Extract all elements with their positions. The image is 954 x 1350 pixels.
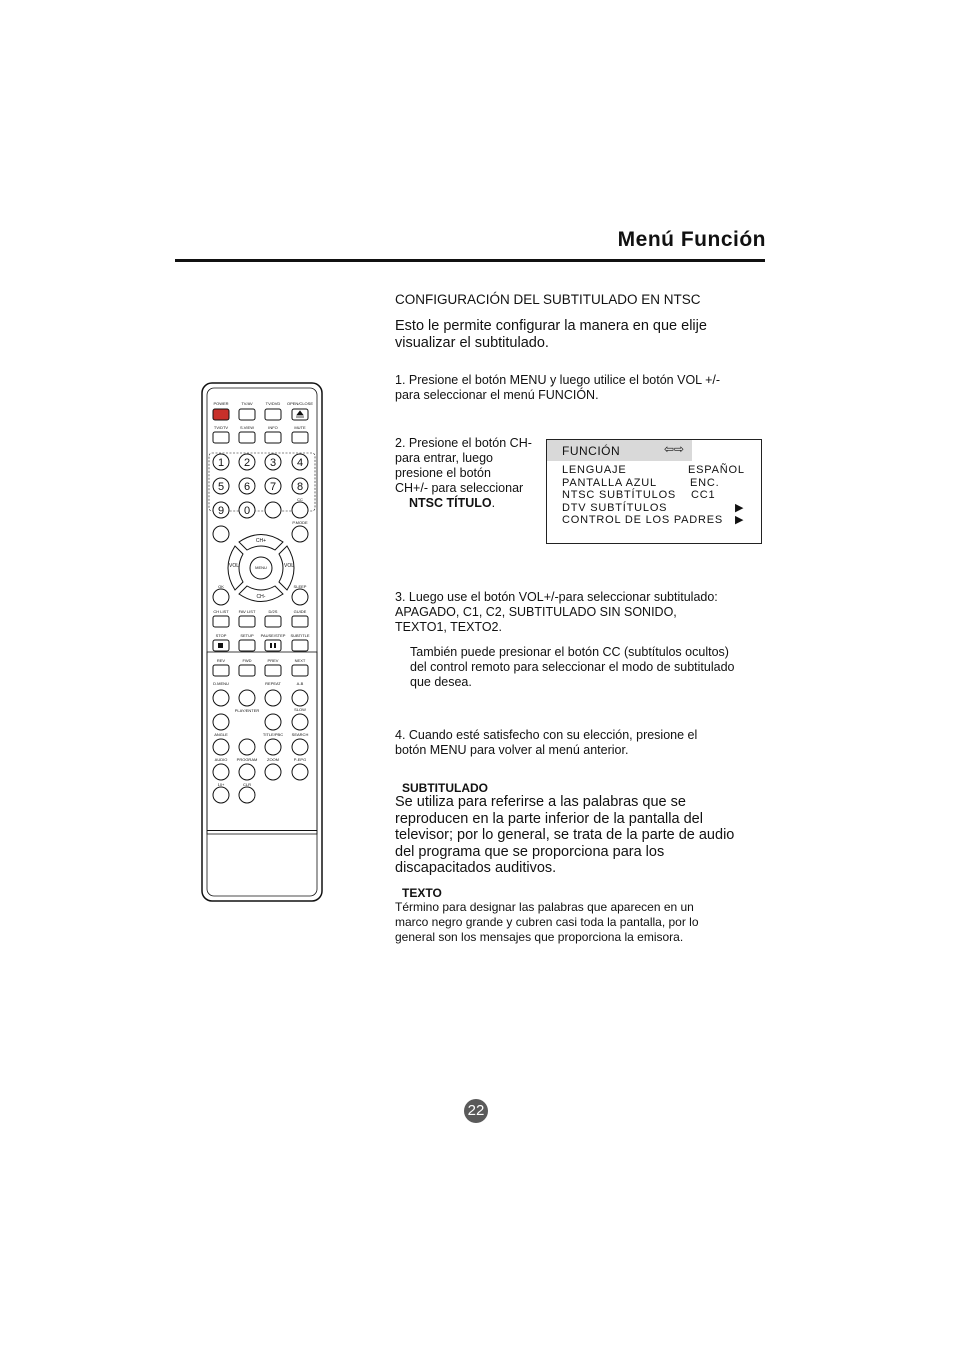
step-2-end: . <box>491 496 496 510</box>
step-3: 3. Luego use el botón VOL+/-para seleccionar subtitulado: APAGADO, C1, C2, SUBTITULADO SIN SONIDO, TEXTO1, TEXTO2. <box>395 590 718 634</box>
remote-row-nav <box>213 658 308 676</box>
texto-heading: TEXTO <box>402 886 442 900</box>
arrow-right-icon: ▶ <box>735 502 745 514</box>
digit-label: 2 <box>243 457 251 469</box>
menu-row-label: NTSC SUBTÍTULOS <box>562 489 677 501</box>
tv-av-button <box>239 409 255 420</box>
digit-label: 8 <box>296 481 304 493</box>
remote-label: TV/DTV <box>213 425 229 430</box>
remote-label: ANGLE <box>214 732 228 737</box>
menu-button-label: MENU <box>255 565 267 570</box>
function-menu-title: FUNCIÓN <box>562 444 621 458</box>
remote-label: FWD <box>242 658 252 663</box>
menu-row-label: DTV SUBTÍTULOS <box>562 502 668 514</box>
remote-label: VOL <box>283 563 295 569</box>
remote-label: AUDIO <box>214 757 228 762</box>
digit-label: 0 <box>243 505 251 517</box>
remote-label: REV <box>216 658 226 663</box>
remote-label: SLOW <box>294 707 306 712</box>
function-menu-box <box>546 439 762 544</box>
menu-row-label: LENGUAJE <box>562 464 627 476</box>
remote-label: SUBTITLE <box>290 633 310 638</box>
section-intro: Esto le permite configurar la manera en que elije visualizar el subtitulado. <box>395 318 707 351</box>
remote-label: NEXT <box>294 658 306 663</box>
dpad <box>228 535 294 602</box>
nav-arrows-icon: ⇦⇨ <box>664 442 685 456</box>
step-4: 4. Cuando esté satisfecho con su elección, presione el botón MENU para volver al menú anterior. <box>395 728 698 757</box>
remote-buttons <box>201 382 323 902</box>
remote-label: CH- <box>256 594 266 600</box>
remote-label: SLEEP <box>293 584 307 589</box>
subtitulado-text: Se utiliza para referirse a las palabras que se reproducen en la parte inferior de la pantalla del televisor; por lo general, se trata de la parte de audio del programa que se proporciona para los discapacitados auditivos. <box>395 794 735 876</box>
digit-label: 3 <box>269 457 277 469</box>
remote-label: D.MENU <box>213 681 229 686</box>
remote-label: PLAY/ENTER <box>234 708 260 713</box>
remote-label: SETUP <box>240 633 254 638</box>
menu-row-label: PANTALLA AZUL <box>562 477 657 489</box>
stop-icon <box>218 643 223 648</box>
remote-label: PROGRAM <box>236 757 258 762</box>
menu-row-value: ESPAÑOL <box>688 464 745 476</box>
digit-label: 4 <box>296 457 304 469</box>
digit-label: 9 <box>217 505 225 517</box>
remote-row-2 <box>213 425 308 443</box>
power-button <box>213 409 229 420</box>
digit-label: 5 <box>217 481 225 493</box>
remote-label: SEARCH <box>291 732 309 737</box>
digit-label: 7 <box>269 481 277 493</box>
remote-label: INFO <box>268 425 278 430</box>
remote-label: MUTE <box>294 425 306 430</box>
remote-label: S.VIEW <box>239 425 255 430</box>
remote-label: P.MODE <box>292 520 308 525</box>
pause-icon <box>270 643 272 648</box>
remote-label: TV/DVD <box>265 401 281 406</box>
remote-dvd-rows <box>213 681 308 803</box>
arrow-right-icon: ▶ <box>735 514 745 526</box>
remote-label: VOL <box>228 563 240 569</box>
remote-label: P-EPG <box>293 757 307 762</box>
remote-label: REPEAT <box>265 681 281 686</box>
menu-row-label: CONTROL DE LOS PADRES <box>562 514 724 526</box>
remote-label: PAUSE/STEP <box>260 633 286 638</box>
digit-label: 1 <box>217 457 225 469</box>
step-2-text: 2. Presione el botón CH- para entrar, luego presione el botón CH+/- para seleccionar <box>395 436 532 495</box>
remote-label: A-B <box>296 681 304 686</box>
remote-label: CLR <box>242 782 252 787</box>
section-heading: CONFIGURACIÓN DEL SUBTITULADO EN NTSC <box>395 292 701 307</box>
remote-label: TV/AV <box>241 401 253 406</box>
digit-buttons <box>213 454 308 518</box>
remote-label: CC <box>297 497 303 502</box>
title-rule <box>175 259 765 262</box>
remote-label: D/2S <box>268 609 278 614</box>
page-number: 22 <box>464 1099 488 1123</box>
step-2 <box>395 436 545 511</box>
remote-label: TITLE/PBC <box>262 732 284 737</box>
step-2-bold: NTSC TÍTULO <box>409 496 492 510</box>
remote-row-play <box>213 633 310 651</box>
digit-label: 6 <box>243 481 251 493</box>
step-1: 1. Presione el botón MENU y luego utilice el botón VOL +/- para seleccionar el menú FUNCIÓN. <box>395 373 721 402</box>
remote-buttons-svg <box>201 382 323 902</box>
tv-dvd-button <box>265 409 281 420</box>
remote-label: CH LIST <box>213 609 229 614</box>
menu-row-value: ENC. <box>690 477 720 489</box>
texto-text: Término para designar las palabras que aparecen en un marco negro grande y cubren casi toda la pantalla, por lo general son los mensajes que proporciona la emisora. <box>395 900 699 944</box>
step-3-note: También puede presionar el botón CC (subtítulos ocultos) del control remoto para seleccionar el modo de subtitulado que desea. <box>410 645 735 689</box>
remote-label: GUIDE <box>293 609 307 614</box>
remote-label: CH+ <box>255 538 267 544</box>
subtitulado-heading: SUBTITULADO <box>402 781 488 795</box>
remote-label: FAV LIST <box>238 609 256 614</box>
remote-row-1 <box>213 401 313 420</box>
function-menu-header <box>547 440 692 461</box>
remote-row-list <box>213 609 308 627</box>
menu-row-value: CC1 <box>691 489 716 501</box>
remote-label: OK <box>218 584 224 589</box>
remote-label: OPEN/CLOSE <box>286 401 314 406</box>
remote-label: POWER <box>213 401 229 406</box>
remote-label: PREV <box>267 658 279 663</box>
remote-label: STOP <box>215 633 227 638</box>
remote-label: ZOOM <box>267 757 279 762</box>
remote-label: 10+ <box>217 782 225 787</box>
page-title: Menú Función <box>617 228 766 251</box>
